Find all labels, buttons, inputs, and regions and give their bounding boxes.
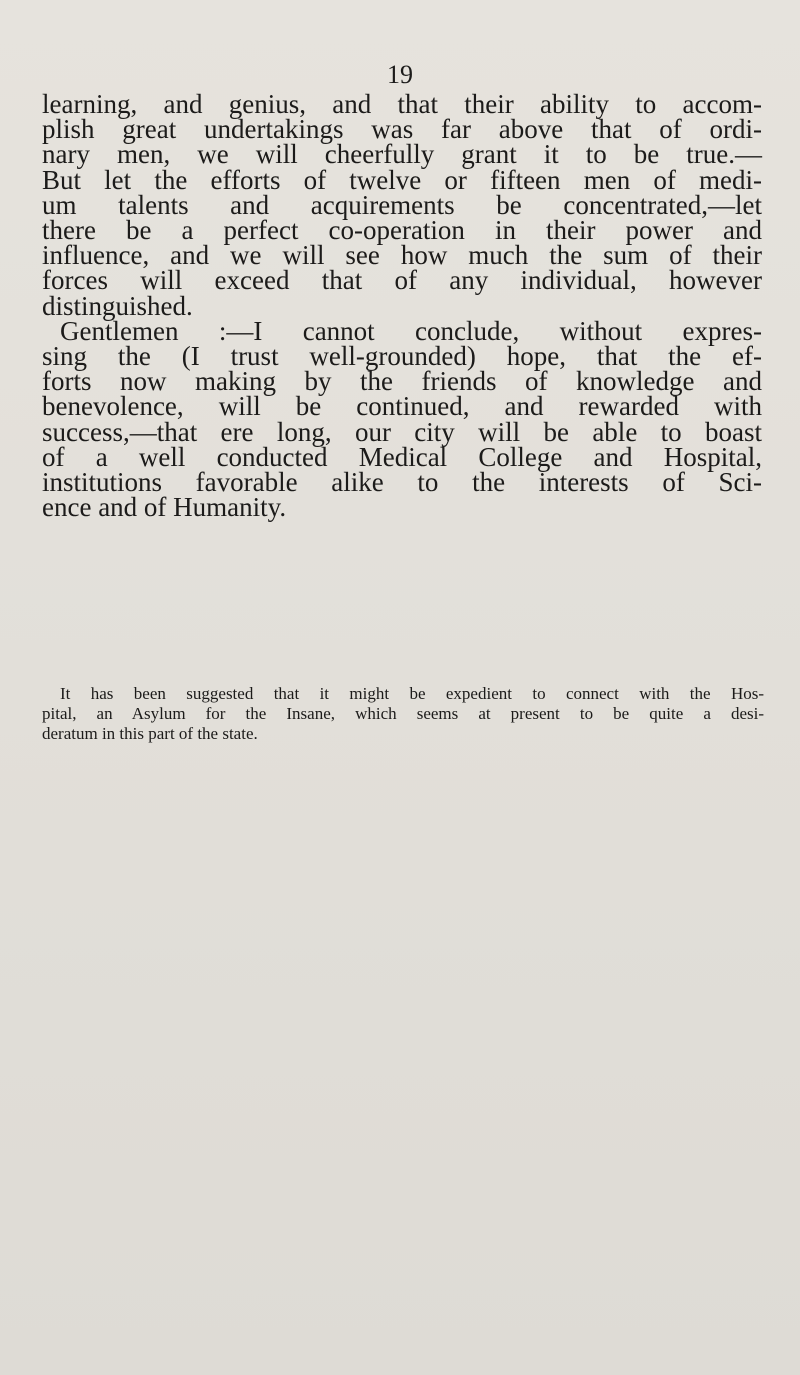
body-line: But let the efforts of twelve or fifteen men of medi- xyxy=(42,164,762,195)
body-line: sing the (I trust well-grounded) hope, that the ef- xyxy=(42,341,762,372)
footnote-line: pital, an Asylum for the Insane, which seems at present to be quite a desi- xyxy=(42,704,764,723)
footnote xyxy=(42,684,764,744)
body-line: um talents and acquirements be concentrated,—let xyxy=(42,189,762,220)
body-line: benevolence, will be continued, and rewarded with xyxy=(42,391,762,422)
body-line: forces will exceed that of any individual, however xyxy=(42,265,762,296)
body-line: of a well conducted Medical College and Hospital, xyxy=(42,441,762,472)
body-line: Gentlemen :—I cannot conclude, without expres- xyxy=(60,315,762,346)
body-line: there be a perfect co-operation in their power and xyxy=(42,215,762,246)
body-line: nary men, we will cheerfully grant it to be true.— xyxy=(42,139,762,170)
body-line: forts now making by the friends of knowledge and xyxy=(42,366,762,397)
body-text xyxy=(42,89,762,523)
footnote-line: deratum in this part of the state. xyxy=(42,724,258,743)
footnote-line: It has been suggested that it might be expedient to connect with the Hos- xyxy=(60,684,764,703)
body-line: institutions favorable alike to the interests of Sci- xyxy=(42,467,762,498)
body-line: plish great undertakings was far above that of ordi- xyxy=(42,114,762,145)
body-line: success,—that ere long, our city will be able to boast xyxy=(42,416,762,447)
body-line: ence and of Humanity. xyxy=(42,492,287,523)
page-number: 19 xyxy=(387,60,413,89)
body-line: distinguished. xyxy=(42,290,193,321)
body-line: influence, and we will see how much the sum of their xyxy=(42,240,762,271)
body-line: learning, and genius, and that their ability to accom- xyxy=(42,89,762,119)
